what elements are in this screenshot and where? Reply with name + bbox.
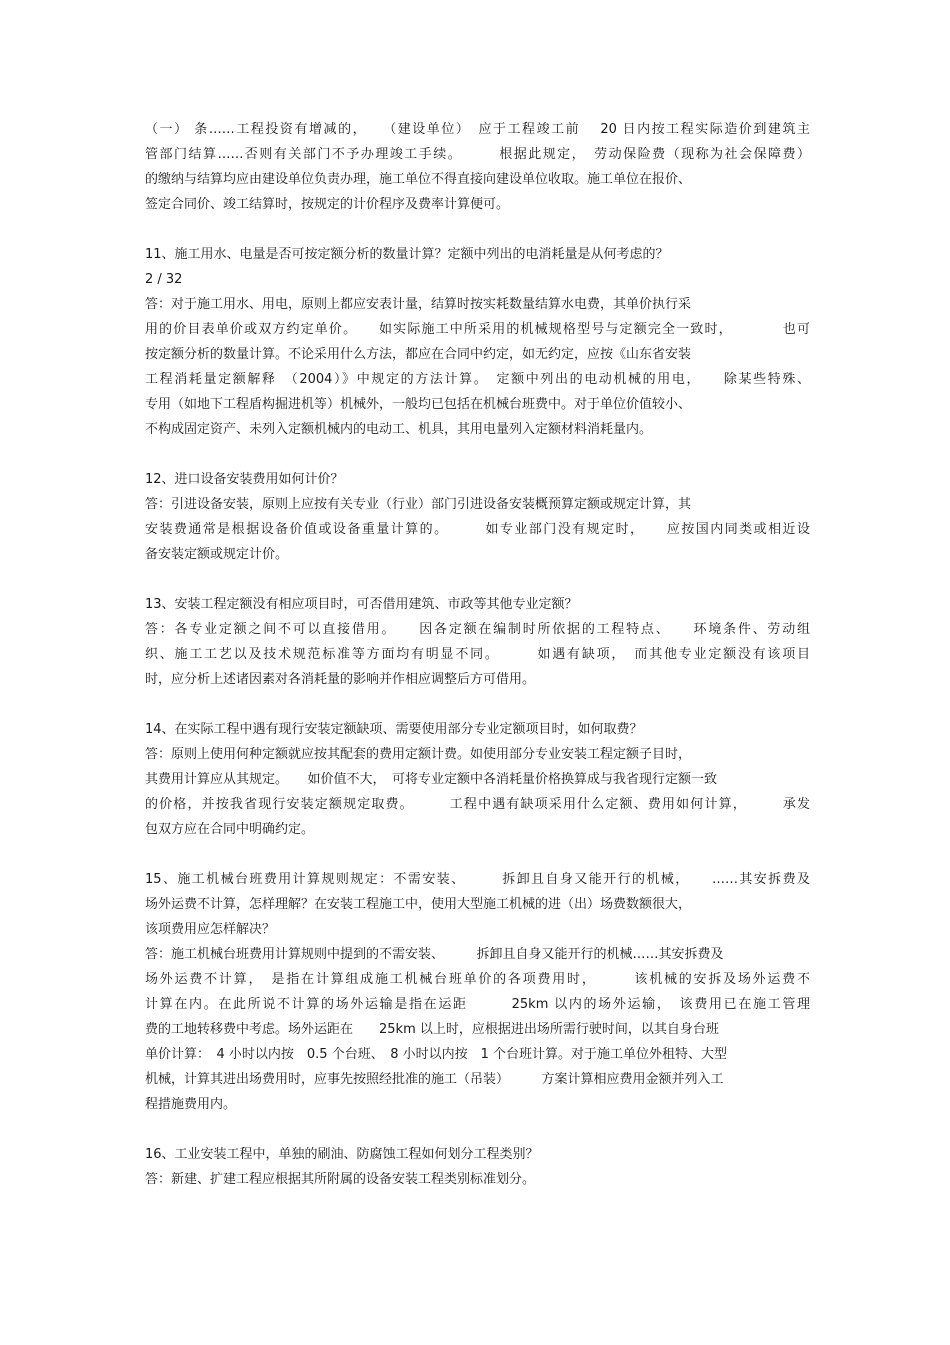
text-line: 签定合同价、竣工结算时，按规定的计价程序及费率计算便可。 xyxy=(145,197,510,212)
text-line: 包双方应在合同中明确约定。 xyxy=(145,822,315,837)
text-line: 场外运费不计算， 是指在计算组成施工机械台班单价的各项费用时， 该机械的安拆及场外运费不 xyxy=(145,972,810,987)
text-line: 不构成固定资产、未列入定额机械内的电动工、机具，其用电量列入定额材料消耗量内。 xyxy=(145,422,653,437)
text-line: 计算在内。在此所说不计算的场外运输是指在运距 25km 以内的场外运输， 该费用已在施工管理 xyxy=(145,997,810,1012)
question-heading: 13、安装工程定额没有相应项目时，可否借用建筑、市政等其他专业定额？ xyxy=(145,597,578,612)
question-heading: 16、工业安装工程中，单独的刷油、防腐蚀工程如何划分工程类别？ xyxy=(145,1147,539,1162)
text-line: 答：引进设备安装，原则上应按有关专业（行业）部门引进设备安装概预算定额或规定计算，其 xyxy=(145,497,692,512)
page-number: 2 / 32 xyxy=(145,272,183,287)
text-line: 用的价目表单价或双方约定单价。 如实际施工中所采用的机械规格型号与定额完全一致时， 也可 xyxy=(145,322,810,337)
text-line: 场外运费不计算，怎样理解？在安装工程施工中，使用大型施工机械的进（出）场费数额很大， xyxy=(145,897,692,912)
text-line: 时，应分析上述诸因素对各消耗量的影响并作相应调整后方可借用。 xyxy=(145,672,536,687)
text-line: 单价计算： 4 小时以内按 0.5 个台班、 8 小时以内按 1 个台班计算。对于施工单位外租特、大型 xyxy=(145,1047,728,1062)
text-line: 答：各专业定额之间不可以直接借用。 因各定额在编制时所依据的工程特点、 环境条件、劳动组 xyxy=(145,622,810,637)
text-line: 答：对于施工用水、用电，原则上都应安表计量，结算时按实耗数量结算水电费，其单价执行采 xyxy=(145,297,692,312)
text-line: 工程消耗量定额解释 （2004）》中规定的方法计算。 定额中列出的电动机械的用电， 除某些特殊、 xyxy=(145,372,810,387)
text-line: 的缴纳与结算均应由建设单位负责办理，施工单位不得直接向建设单位收取。施工单位在报价、 xyxy=(145,172,692,187)
text-line: 管部门结算……否则有关部门不予办理竣工手续。 根据此规定， 劳动保险费（现称为社会保障费） xyxy=(145,147,810,162)
text-line: 专用（如地下工程盾构掘进机等）机械外，一般均已包括在机械台班费中。对于单位价值较小、 xyxy=(145,397,692,412)
question-heading: 11、施工用水、电量是否可按定额分析的数量计算？定额中列出的电消耗量是从何考虑的？ xyxy=(145,247,669,262)
text-line: 答：新建、扩建工程应根据其所附属的设备安装工程类别标准划分。 xyxy=(145,1172,536,1187)
text-line: 按定额分析的数量计算。不论采用什么方法，都应在合同中约定，如无约定，应按《山东省安装 xyxy=(145,347,692,362)
question-heading: 14、在实际工程中遇有现行安装定额缺项、需要使用部分专业定额项目时，如何取费？ xyxy=(145,722,643,737)
text-line: 安装费通常是根据设备价值或设备重量计算的。 如专业部门没有规定时， 应按国内同类或相近设 xyxy=(145,522,810,537)
text-line: 机械，计算其进出场费用时，应事先按照经批准的施工（吊装） 方案计算相应费用金额并列入工 xyxy=(145,1072,724,1087)
text-line: 答：施工机械台班费用计算规则中提到的不需安装、 拆卸且自身又能开行的机械……其安拆费及 xyxy=(145,947,724,962)
text-line: （一） 条……工程投资有增减的， （建设单位） 应于工程竣工前 20 日内按工程实际造价到建筑主 xyxy=(145,122,810,137)
text-line: 该项费用应怎样解决？ xyxy=(145,922,276,937)
text-line: 费的工地转移费中考虑。场外运距在 25km 以上时，应根据进出场所需行驶时间，以其自身台班 xyxy=(145,1022,719,1037)
text-line: 答：原则上使用何种定额就应按其配套的费用定额计费。如使用部分专业安装工程定额子目时， xyxy=(145,747,692,762)
question-heading: 12、进口设备安装费用如何计价？ xyxy=(145,472,344,487)
text-line: 织、施工工艺以及技术规范标准等方面均有明显不同。 如遇有缺项， 而其他专业定额没有该项目 xyxy=(145,647,810,662)
text-line: 其费用计算应从其规定。 如价值不大， 可将专业定额中各消耗量价格换算成与我省现行定额一致 xyxy=(145,772,718,787)
text-line: 的价格，并按我省现行安装定额规定取费。 工程中遇有缺项采用什么定额、费用如何计算， 承发 xyxy=(145,797,810,812)
question-heading: 15、施工机械台班费用计算规则规定：不需安装、 拆卸且自身又能开行的机械， ……其安拆费及 xyxy=(145,872,810,887)
text-line: 备安装定额或规定计价。 xyxy=(145,547,289,562)
text-line: 程措施费用内。 xyxy=(145,1097,237,1112)
